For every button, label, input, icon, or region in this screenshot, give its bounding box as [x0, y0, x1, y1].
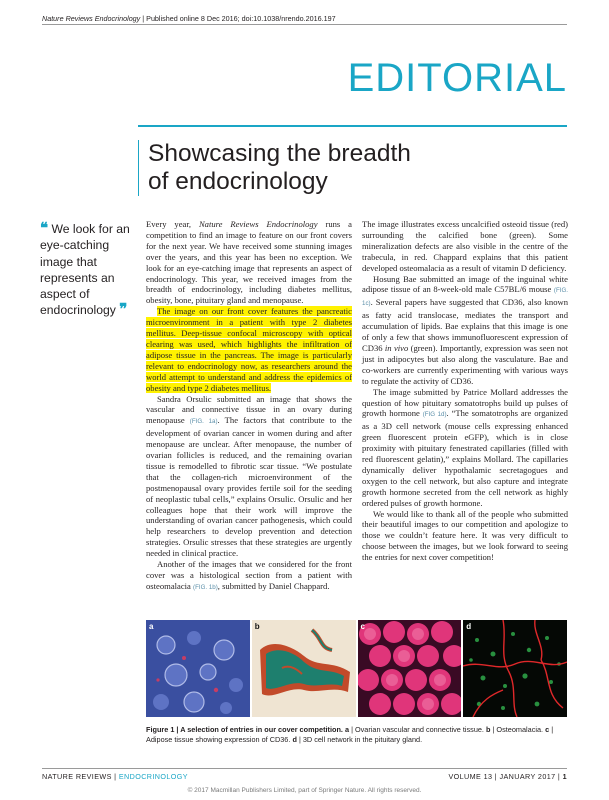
top-rule — [42, 24, 567, 25]
title-line-2: of endocrinology — [148, 168, 328, 195]
footer-rule — [42, 768, 567, 769]
caption-b: | Osteomalacia. — [492, 725, 544, 734]
page-number: 1 — [562, 772, 567, 781]
pituitary-network-image — [463, 620, 567, 717]
caption-d-label: d — [292, 734, 297, 744]
panel-label: a — [149, 622, 154, 631]
figure-link[interactable]: (FIG. 1c) — [362, 287, 568, 308]
highlighted-paragraph — [146, 306, 352, 393]
close-quote-icon: ❞ — [119, 301, 128, 319]
panel-label: d — [466, 622, 472, 631]
panel-label: c — [360, 622, 365, 631]
highlighted-text: The image on our front cover features the pancreatic microenvironment in a patient with type 2 diabetes mellitus. Deep-tissue confocal microscopy with optical clearing was used, which highlights the infiltration of adipose tissue in the pancreas. The image is particularly relevant to endocrinology now, as researchers around the world attempt to understand and address the epidemics of obesity and type 2 diabetes mellitus. — [146, 306, 352, 393]
text-run: runs a competition to find an image to feature on our front covers for the next year. We have received some stunning images over the years, and this year has been no exception. We look for an eye-catching image that represents an aspect of endocrinology. This year, we received images from the breadth of endocrinology, including diabetes mellitus, obesity, bone, pituitary gland and menopause. — [146, 219, 352, 306]
figure-panel-a — [146, 620, 250, 717]
paragraph — [362, 274, 568, 387]
figure-panel-d — [463, 620, 567, 717]
paragraph — [362, 509, 568, 564]
figure-panel-b — [252, 620, 356, 717]
pull-quote — [40, 221, 132, 319]
volume-info: VOLUME 13 | JANUARY 2017 | — [448, 772, 561, 781]
adipose-tissue-image — [358, 620, 462, 717]
text-run: Hosung Bae submitted an image of the inguinal white adipose tissue of an 8-week-old male C57BL/6 mouse — [362, 273, 568, 295]
text-run: Another of the images that we considered for the front cover was a histological section from a patient with osteomalacia — [146, 559, 352, 591]
paragraph — [146, 219, 352, 306]
text-run: Every year, — [146, 219, 199, 229]
paragraph — [146, 394, 352, 560]
text-run: Sandra Orsulic submitted an image that shows the vascular and connective tissue in an ovary during menopause — [146, 393, 352, 426]
journal-name-inline: Nature Reviews Endocrinology — [198, 219, 318, 229]
ovarian-tissue-image — [146, 620, 250, 717]
caption-a: | Ovarian vascular and connective tissue. — [351, 725, 484, 734]
figure-panel-c — [358, 620, 462, 717]
text-run: . Several papers have suggested that CD36, also known as fatty acid translocase, mediates the transport and accumulation of lipids. Bae explains that this image is one of only a few that shows immunofluorescent expression of CD36 — [362, 297, 568, 353]
text-run: The image submitted by Patrice Mollard addresses the question of how pituitary somatotrophs build up pulses of growth hormone — [362, 386, 568, 419]
title-rule-top — [138, 125, 567, 127]
copyright-notice: © 2017 Macmillan Publishers Limited, part of Springer Nature. All rights reserved. — [187, 787, 422, 794]
article-title — [138, 140, 568, 196]
caption-c: | Adipose tissue showing expression of CD36. — [146, 725, 554, 744]
italic-term: in vivo — [384, 342, 409, 353]
paragraph — [362, 387, 568, 509]
text-run: . The factors that contribute to the development of ovarian cancer in women during and after menopause are unclear. After menopause, the number of ovarian follicles is reduced, and the remaining ovarian tissue is remodelled to fibrotic scar tissue. “We postulate that the collagen-rich microenvironment of the postmenopausal ovary provides fertile soil for the seeding of neoplastic tubal cells,” explains Orsulic. Orsulic and her colleagues hope that their work will improve the understanding of ovarian cancer pathogenesis, which could help researchers to develop prevention and detection strategies. Orsulic stresses that these strategies are urgently needed in clinical practice. — [146, 415, 352, 559]
osteomalacia-image — [252, 620, 356, 717]
pull-quote-text: We look for an eye-catching image that represents an aspect of endocrinology — [40, 222, 130, 318]
paragraph — [146, 559, 352, 594]
figure-link[interactable]: (FIG 1d) — [422, 411, 447, 419]
footer-journal-name: NATURE REVIEWS — [42, 772, 112, 781]
footer-brand: ENDOCRINOLOGY — [118, 772, 188, 781]
footer-separator: | — [111, 772, 119, 781]
paragraph — [362, 219, 568, 274]
journal-name: Nature Reviews Endocrinology — [42, 14, 141, 23]
caption-label: Figure 1 | A selection of entries in our cover competition. — [146, 725, 343, 734]
text-run: We would like to thank all of the people who submitted their beautiful images to our competition and apologize to those we couldn’t feature here. It was very difficult to choose between the images, but we look forward to seeing the entries for next cover competition! — [362, 508, 568, 563]
footer-journal — [42, 772, 188, 781]
text-run: The image illustrates excess uncalcified osteoid tissue (red) surrounding the calcified bone (green). Some mineralization defects are also visible in the centre of the trabecula, in red. Chappard explains that this patient developed osteomalacia as a result of vitamin D deficiency. — [362, 219, 568, 273]
section-label: EDITORIAL — [347, 56, 567, 100]
caption-c-label: c — [545, 725, 550, 734]
footer-volume — [448, 772, 567, 781]
body-column-right — [362, 219, 568, 563]
publication-info: | Published online 8 Dec 2016; doi:10.1038/nrendo.2016.197 — [142, 14, 336, 23]
text-run: . “The somatotrophs are organized as a 3D cell network (mouse cells expressing enhanced green fluorescent protein eGFP), which is in close proximity with pituitary fenestrated capillaries (filled with red fluorescent gelatin),” explains Mollard. The capillaries dynamically deliver hypothalamic secretagogues and oxygen to the cell network, but also capture and integrate growth hormone secreted from the cell network as highly ordered pulses of growth hormone. — [362, 408, 568, 508]
text-run: (green). Importantly, expression was seen not just in adipocytes but also along the vasculature. Bae and co-workers are currently experimenting with various ways to regulate the activity of CD36. — [362, 342, 568, 386]
figure-link[interactable]: (FIG. 1b) — [193, 583, 218, 591]
figure-link[interactable]: (FIG. 1a) — [189, 418, 218, 426]
caption-a-label: a — [344, 725, 350, 734]
open-quote-icon: ❝ — [40, 220, 49, 237]
body-column-left — [146, 219, 352, 594]
caption-b-label: b — [486, 725, 491, 734]
title-line-1: Showcasing the breadth — [148, 140, 411, 167]
text-run: , submitted by Daniel Chappard. — [217, 580, 330, 591]
figure-caption — [146, 725, 567, 744]
caption-d: | 3D cell network in the pituitary gland. — [298, 734, 423, 744]
panel-label: b — [254, 622, 260, 631]
running-header — [42, 14, 336, 23]
figure-panels — [146, 620, 567, 717]
